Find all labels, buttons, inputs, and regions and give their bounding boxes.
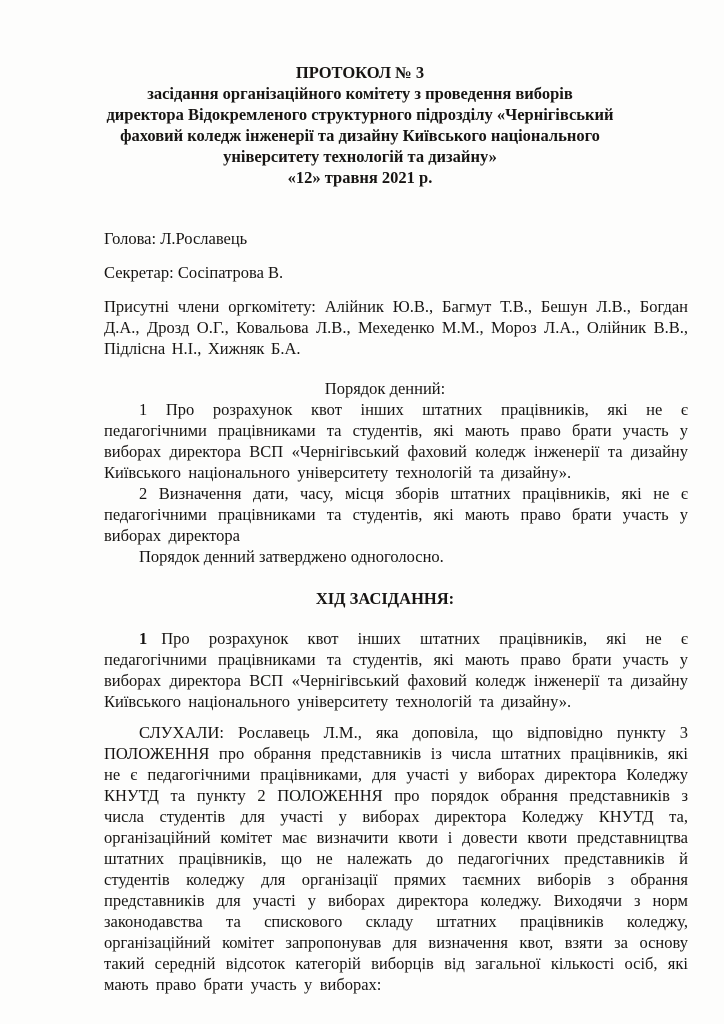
- present-members-paragraph: Присутні члени оргкомітету: Алійник Ю.В., Багмут Т.В., Бешун Л.В., Богдан Д.А., Дрозд О.Г., Ковальова Л.В., Мехеденко М.М., Мороз Л.А., Олійник В.В., Підлісна Н.І., Хижняк Б.А.: [104, 297, 688, 358]
- document-date: «12» травня 2021 р.: [287, 168, 433, 187]
- agenda-item-1: 1 Про розрахунок квот інших штатних працівників, які не є педагогічними працівниками та студентів, які мають право брати участь у виборах директора ВСП «Чернігівський фаховий коледж інженерії та дизайну Київського національного університету технологій та дизайну».: [104, 400, 688, 482]
- chair-line: Голова: Л.Рославець: [104, 229, 248, 248]
- title-line: директора Відокремленого структурного підрозділу «Чернігівський: [106, 105, 614, 124]
- secretary-line: Секретар: Сосіпатрова В.: [104, 263, 284, 282]
- proceedings-item-number: 1: [139, 629, 148, 648]
- title-line: університету технологій та дизайну»: [223, 147, 497, 166]
- agenda-heading: Порядок денний:: [324, 379, 446, 398]
- title-line-protocol-number: ПРОТОКОЛ № 3: [295, 63, 425, 82]
- proceedings-heading: ХІД ЗАСІДАННЯ:: [315, 589, 455, 608]
- agenda-item-2: 2 Визначення дати, часу, місця зборів штатних працівників, які не є педагогічними працівниками та студентів, які мають право брати участь у виборах директора: [104, 484, 688, 545]
- document-title: [104, 62, 688, 188]
- title-line: фаховий коледж інженерії та дизайну Київського національного: [120, 126, 600, 145]
- title-line: засідання організаційного комітету з проведення виборів: [147, 84, 573, 103]
- agenda-approval-line: Порядок денний затверджено одноголосно.: [139, 547, 444, 566]
- proceedings-item-1: [104, 628, 688, 712]
- proceedings-item-text: Про розрахунок квот інших штатних працівників, які не є педагогічними працівниками та студентів, які мають право брати участь у виборах директора ВСП «Чернігівський фаховий коледж інженерії та дизайну Київського національного університету технологій та дизайну».: [104, 629, 688, 711]
- heard-paragraph: СЛУХАЛИ: Рославець Л.М., яка доповіла, що відповідно пункту 3 ПОЛОЖЕННЯ про обрання представників із числа штатних працівників, які не є педагогічними працівниками, для участі у виборах директора Коледжу КНУТД та пункту 2 ПОЛОЖЕННЯ про порядок обрання представників з числа студентів для участі у виборах директора Коледжу КНУТД та, організаційний комітет має визначити квоти і довести квоти представництва штатних працівників, що не належать до педагогічних представників й студентів коледжу для організації прямих таємних виборів з обрання представників для участі у виборах директора коледжу. Виходячи з норм законодавства та спискового складу штатних працівників коледжу, організаційний комітет запропонував для визначення квот, взяти за основу такий середній відсоток категорій виборців від загальної кількості осіб, які мають право брати участь у виборах:: [104, 723, 688, 994]
